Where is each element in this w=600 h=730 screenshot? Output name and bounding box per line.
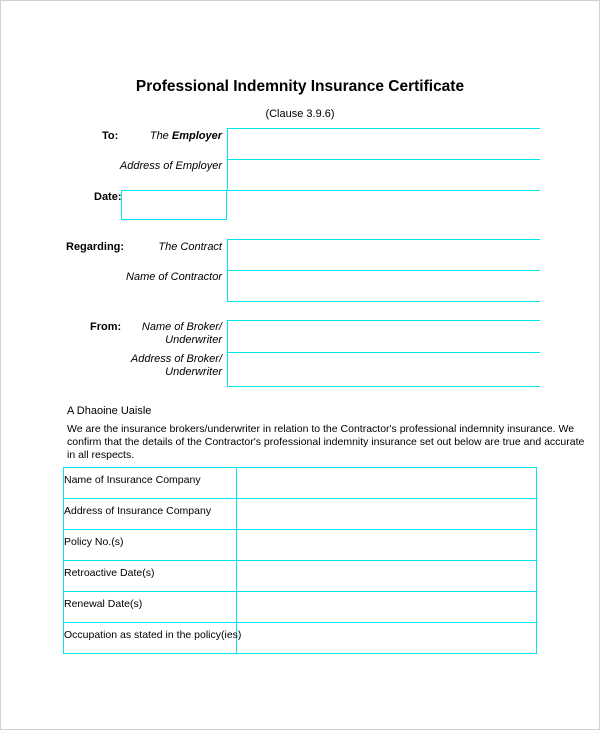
policy-no-field[interactable] <box>238 530 535 559</box>
letter-body <box>67 423 585 462</box>
letter-body-line2: confirm that the details of the Contractor's professional indemnity insurance set out below are true and accurate <box>67 436 585 448</box>
document-title: Professional Indemnity Insurance Certificate <box>135 78 465 95</box>
from-field-bottom-border <box>227 386 540 387</box>
address-employer-field[interactable] <box>228 160 539 189</box>
salutation: A Dhaoine Uaisle <box>67 405 152 417</box>
broker-label-line1: Name of Broker/ <box>141 321 222 333</box>
employer-prefix: The <box>149 130 172 142</box>
to-field-bottom-border <box>227 190 540 191</box>
occupation-field[interactable] <box>238 623 535 653</box>
row-label-insurance-address: Address of Insurance Company <box>64 505 212 517</box>
employer-label-bold: Employer <box>171 130 222 142</box>
letter-body-line3: in all respects. <box>67 449 135 461</box>
employer-label <box>120 130 222 142</box>
row-label-occupation: Occupation as stated in the policy(ies) <box>64 629 242 641</box>
insurance-address-field[interactable] <box>238 499 535 528</box>
broker-field[interactable] <box>228 321 539 351</box>
date-label: Date: <box>94 191 122 203</box>
broker-address-line1: Address of Broker/ <box>130 353 222 365</box>
to-label: To: <box>102 130 119 142</box>
regarding-label: Regarding: <box>66 241 125 253</box>
renewal-date-field[interactable] <box>238 592 535 621</box>
employer-field[interactable] <box>228 129 539 158</box>
row-label-insurance-company: Name of Insurance Company <box>64 474 201 486</box>
regarding-field-bottom-border <box>227 301 540 302</box>
broker-address-label <box>100 353 222 379</box>
letter-body-line1: We are the insurance brokers/underwriter in relation to the Contractor's professional indemnity insurance. We <box>67 423 575 435</box>
row-label-policy-no: Policy No.(s) <box>64 536 124 548</box>
insurance-company-field[interactable] <box>238 468 535 497</box>
contractor-label: Name of Contractor <box>126 271 222 283</box>
address-employer-label: Address of Employer <box>119 160 222 172</box>
from-label: From: <box>90 321 122 333</box>
contract-label: The Contract <box>158 241 222 253</box>
broker-label-line2: Underwriter <box>165 334 222 346</box>
broker-label <box>100 321 222 347</box>
row-label-retroactive-date: Retroactive Date(s) <box>64 567 155 579</box>
row-label-renewal-date: Renewal Date(s) <box>64 598 143 610</box>
date-field[interactable] <box>121 190 227 220</box>
clause-reference: (Clause 3.9.6) <box>265 108 335 120</box>
broker-address-field[interactable] <box>228 353 539 385</box>
retroactive-date-field[interactable] <box>238 561 535 590</box>
contractor-field[interactable] <box>228 271 539 300</box>
broker-address-line2: Underwriter <box>165 366 222 378</box>
contract-field[interactable] <box>228 240 539 269</box>
